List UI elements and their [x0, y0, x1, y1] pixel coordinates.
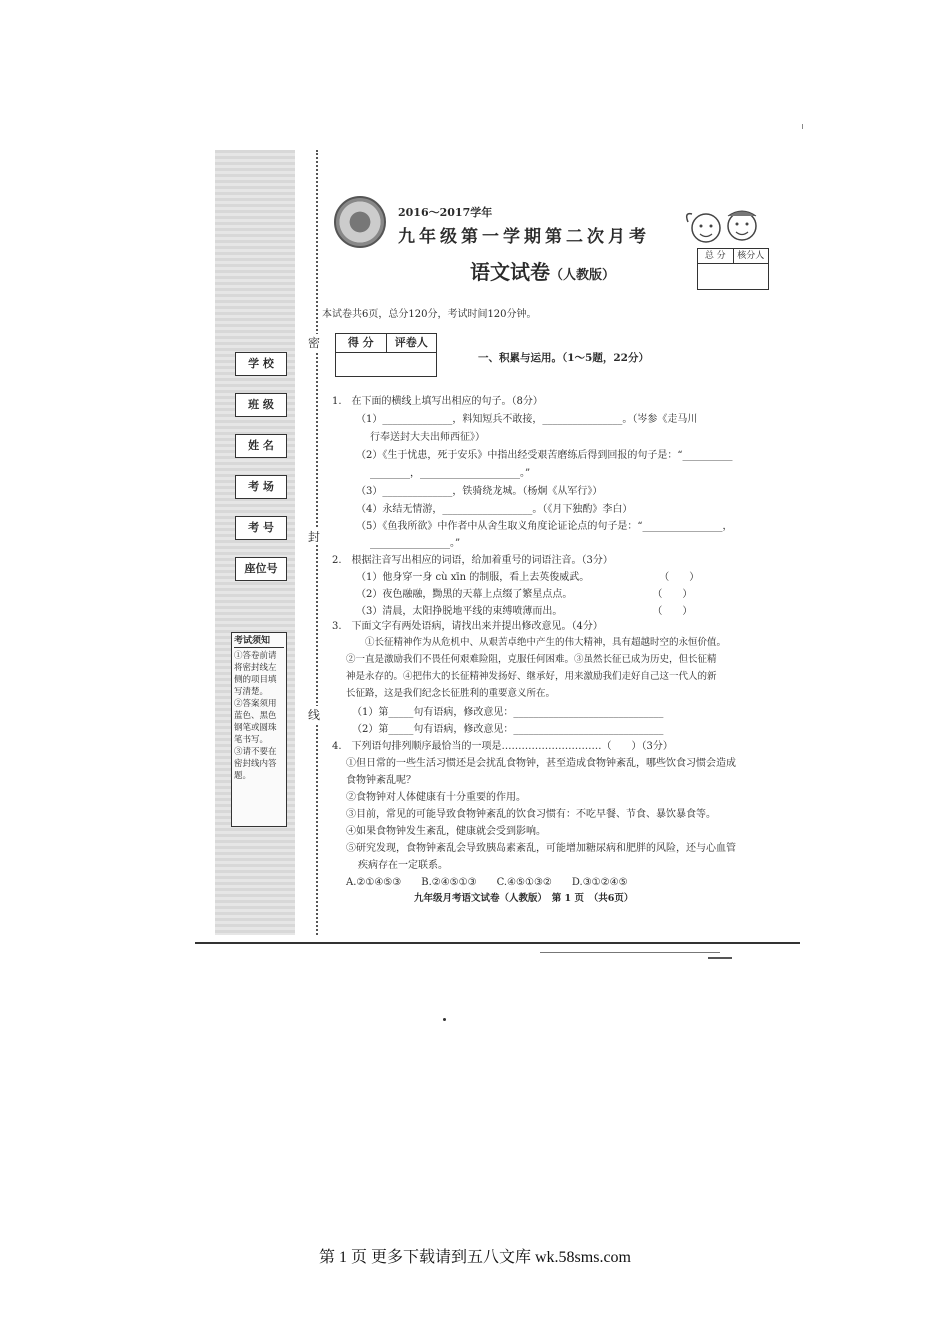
name-field: 姓 名: [235, 434, 287, 458]
answer-options: A.②①④⑤③ B.②④⑤①③ C.④⑤①③② D.③①②④⑤: [346, 877, 628, 888]
total-score-label: 总 分: [698, 249, 734, 263]
question-line: （1）______________，料知短兵不敢接，________________。（岑参《走马川: [356, 414, 698, 425]
exam-intro: 本试卷共6页，总分120分，考试时间120分钟。: [322, 309, 537, 320]
question-line: ________，____________________。”: [370, 468, 531, 479]
question-line: ⑤研究发现，食物钟紊乱会导致胰岛素紊乱，可能增加糖尿病和肥胖的风险，还与心血管: [346, 843, 736, 854]
class-field: 班 级: [235, 393, 287, 417]
exam-number-field: 考 号: [235, 516, 287, 540]
question-line: （2）第_____句有语病，修改意见：______________________________: [352, 724, 664, 735]
seat-number-field: 座位号: [235, 557, 287, 581]
notice-item: ②答案须用蓝色、黑色钢笔或圆珠笔书写。: [234, 699, 277, 745]
notice-item: ①答卷前请将密封线左侧的项目填写清楚。: [234, 651, 277, 697]
question-line: 长征路，这是我们纪念长征胜利的重要意义所在。: [346, 688, 556, 699]
question-line: （1）他身穿一身 cù xīn 的制服，看上去英俊威武。 （ ）: [356, 572, 700, 583]
question-line: 疾病存在一定联系。: [358, 860, 448, 871]
paper-title: [470, 256, 615, 285]
question-line: 4. 下列语句排列顺序最恰当的一项是…………………………（ ）（3分）: [332, 741, 673, 752]
paper-title-text: 语文试卷: [470, 260, 550, 284]
question-line: 行奉送封大夫出师西征》）: [370, 432, 485, 443]
question-line: ①长征精神作为从危机中、从艰苦卓绝中产生的伟大精神，具有超越时空的永恒价值。: [346, 637, 727, 648]
score-label: 得 分: [336, 334, 387, 352]
notice-item: ③请不要在密封线内答题。: [234, 747, 277, 781]
total-score-box: [697, 248, 769, 290]
question-line: 1. 在下面的横线上填写出相应的句子。（8分）: [332, 396, 543, 407]
seal-mark-feng: 封: [308, 530, 321, 544]
exam-room-field: 考 场: [235, 475, 287, 499]
question-line: （4）永结无情游，__________________。（《月下独酌》李白）: [356, 504, 633, 515]
question-line: ④如果食物钟发生紊乱，健康就会受到影响。: [346, 826, 546, 837]
grader-label: 评卷人: [394, 336, 428, 349]
school-emblem-icon: [334, 196, 386, 248]
question-line: （3）清晨，太阳挣脱地平线的束缚喷薄而出。 （ ）: [356, 606, 693, 617]
question-line: ③目前，常见的可能导致食物钟紊乱的饮食习惯有：不吃早餐、节食、暴饮暴食等。: [346, 809, 716, 820]
checker-label: 核分人: [737, 251, 765, 261]
cartoon-kids-icon: [678, 208, 770, 250]
question-line: 神是永存的。④把伟大的长征精神发扬好、继承好，用来激励我们走好自己这一代人的新: [346, 671, 717, 682]
exam-name: 九年级第一学期第二次月考: [398, 227, 650, 247]
scan-dot: [443, 1018, 446, 1021]
question-line: （2）《生于忧患，死于安乐》中指出经受艰苦磨练后得到回报的句子是：“__________: [356, 450, 733, 461]
question-line: （2）夜色融融，黝黑的天幕上点缀了繁星点点。 （ ）: [356, 589, 693, 600]
question-line: 2. 根据注音写出相应的词语，给加着重号的词语注音。（3分）: [332, 555, 613, 566]
scan-mark: [540, 952, 720, 953]
section-score-box: [335, 333, 437, 377]
seal-mark-mi: 密: [308, 336, 321, 350]
question-line: 3. 下面文字有两处语病，请找出来并提出修改意见。（4分）: [332, 621, 603, 632]
section-heading: 一、积累与运用。（1～5题，22分）: [478, 352, 649, 364]
page-rule: [195, 942, 800, 944]
question-line: （5）《鱼我所欲》中作者中从舍生取义角度论证论点的句子是：“________________，: [356, 521, 733, 532]
question-line: （3）______________，铁骑绕龙城。（杨炯《从军行》）: [356, 486, 603, 497]
question-line: ①但日常的一些生活习惯还是会扰乱食物钟，甚至造成食物钟紊乱，哪些饮食习惯会造成: [346, 758, 736, 769]
paper-edition: （人教版）: [550, 268, 616, 283]
question-line: 食物钟紊乱呢？: [346, 775, 416, 786]
scan-mark: [708, 957, 732, 959]
question-line: ②一直是激励我们不畏任何艰难险阻，克服任何困难。③虽然长征已成为历史，但长征精: [346, 654, 717, 665]
school-field: 学 校: [235, 352, 287, 376]
school-year: 2016～2017学年: [398, 206, 493, 219]
notice-title: 考试须知: [234, 635, 284, 648]
question-line: ________________。”: [370, 538, 461, 549]
question-line: ②食物钟对人体健康有十分重要的作用。: [346, 792, 526, 803]
download-notice: 第 1 页 更多下载请到五八文库 wk.58sms.com: [318, 1249, 631, 1266]
page-footer: 九年级月考语文试卷（人教版） 第 1 页 （共6页）: [414, 893, 634, 904]
question-line: （1）第_____句有语病，修改意见：______________________________: [352, 707, 664, 718]
seal-mark-xian: 线: [308, 708, 321, 722]
scan-mark: [802, 124, 803, 129]
exam-notice: [231, 632, 287, 827]
